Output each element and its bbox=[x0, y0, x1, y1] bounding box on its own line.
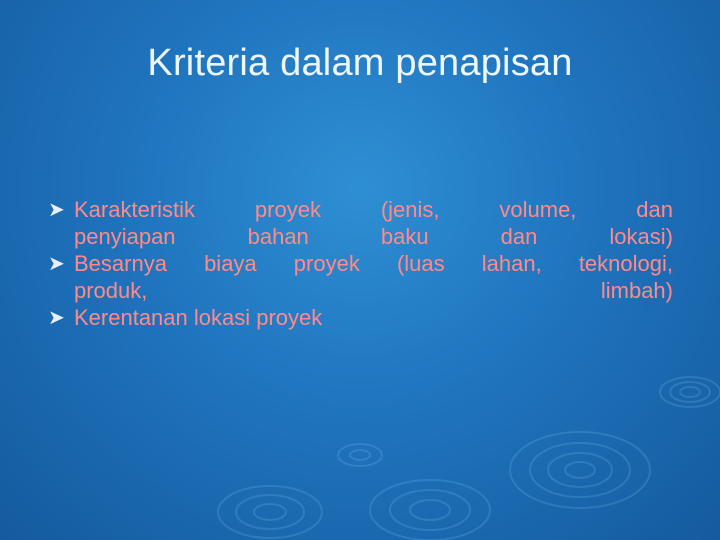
bullet-item-karakteristik bbox=[48, 196, 673, 250]
bullet-text: Karakteristik proyek (jenis, volume, dan bbox=[74, 197, 673, 222]
bullet-text: Kerentanan lokasi proyek bbox=[74, 305, 323, 330]
bullet-list bbox=[48, 196, 673, 331]
arrow-bullet-icon: ➤ bbox=[48, 199, 65, 221]
bullet-text-continued: penyiapan bahan baku dan lokasi) bbox=[74, 224, 673, 249]
arrow-bullet-icon: ➤ bbox=[48, 307, 65, 329]
bullet-text: Besarnya biaya proyek (luas lahan, teknologi, bbox=[74, 251, 673, 276]
bullet-item-biaya bbox=[48, 250, 673, 304]
arrow-bullet-icon: ➤ bbox=[48, 253, 65, 275]
bullet-item-kerentanan bbox=[48, 304, 673, 331]
bullet-text-continued: produk, limbah) bbox=[74, 278, 673, 303]
slide-title: Kriteria dalam penapisan bbox=[147, 42, 573, 84]
